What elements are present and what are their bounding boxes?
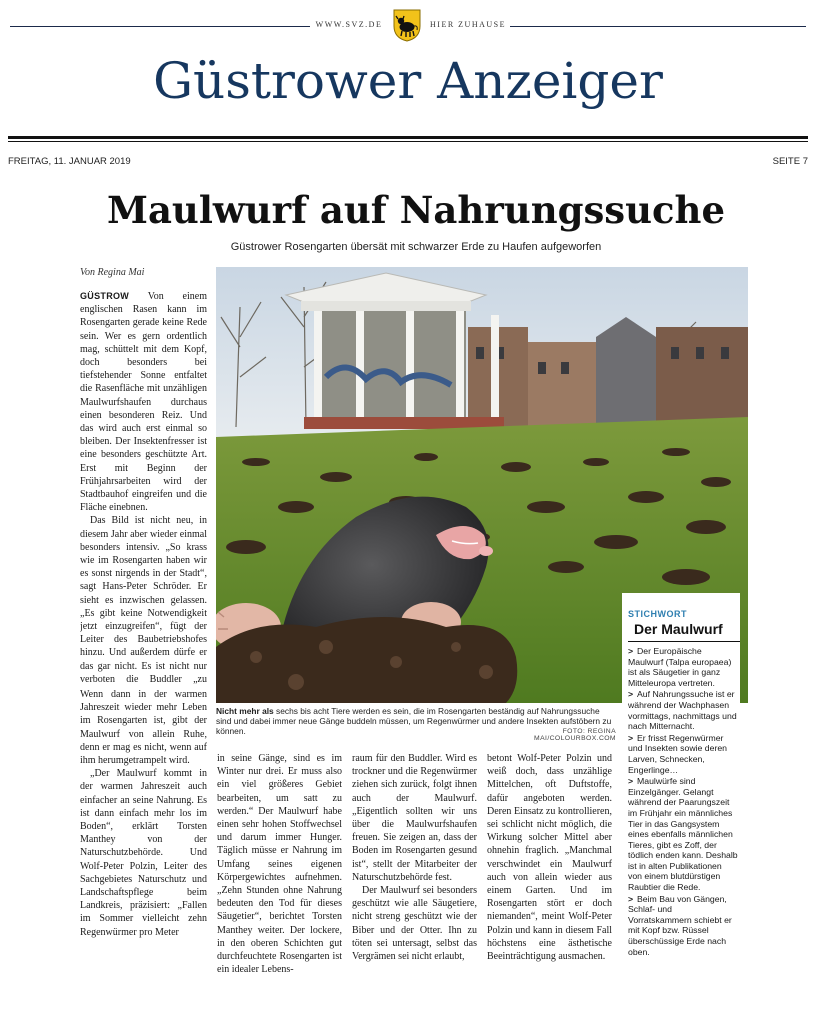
article-paragraph: Wenn dann in der warmen Jahreszeit wieder mehr Leben im Rosengarten ist, gibt der Maulwurf von allein Ruhe, denn er mag es nicht, wenn auf ihm herumgetrampelt wird. (80, 689, 207, 767)
infobox-title: Der Maulwurf (628, 619, 740, 642)
slogan: HIER ZUHAUSE (430, 20, 506, 29)
bullet-arrow-icon: > (628, 776, 634, 787)
article-paragraph: in seine Gänge, sind es im Winter nur drei. Er muss also ein viel größeres Gebiet bearbeiten, um satt zu werden.“ Der Maulwurf habe einen sehr hohen Stoffwechsel und darum immer Hunger. Täglich müsse er Nahrung im Umfang seines eigenen Körpergewichtes aufnehmen. „Zehn Stunden ohne Nahrung bedeuten den Tod für dieses Säugetier“, berichtet Torsten Manthey weiter. Der lockere, in den oberen Schichten gut durchfeuchtete Rosengarten ist ein idealer Lebens- (217, 753, 342, 976)
infobox-label: STICHWORT (628, 609, 687, 619)
article-paragraph: Das Bild ist nicht neu, in diesem Jahr aber wieder einmal besonders intensiv. „So krass wie im Rosengarten haben wir es sonst nirgends in der Stadt“, sagt Hans-Peter Schröder. Er sieht es inzwischen gelassen. „Es gibt keine Notwendigkeit jetzt einzugreifen“, fügt der Leiter des Baubetriebshofes hinzu. Und außerdem dürfe er das gar nicht. Es ist nicht nur verboten die Buddler „zu (80, 515, 207, 685)
bullet-arrow-icon: > (628, 732, 634, 743)
article-paragraph: „Der Maulwurf kommt in der warmen Jahreszeit auch einfacher an seine Nahrung. Es ist dann einfach mehr los im Boden“, erklärt Torsten Manthey von der Naturschutzbehörde. Und Wolf-Peter Polzin, Leiter des Sachgebietes Naturschutz und Landschaftspflege beim Landkreis, präzisiert: „Fallen im Sommer vielleicht zehn Regenwürmer pro Meter (80, 768, 207, 938)
photo-credit: FOTO: REGINA MAI/COLOURBOX.COM (534, 728, 616, 742)
masthead-rule-thin (8, 141, 808, 142)
bullet-arrow-icon: > (628, 646, 634, 656)
article-column-1-continued (80, 688, 207, 978)
article-dateline: GÜSTROW (80, 291, 130, 301)
topline-rule-left (10, 26, 310, 27)
infobox-stichwort (622, 593, 740, 983)
website-url[interactable]: WWW.SVZ.DE (315, 20, 383, 29)
infobox-item: > Auf Nahrungssuche ist er während der Wachphasen vormittags, nachmittags und nach Mitternacht. (628, 689, 737, 732)
article-column-2 (217, 752, 342, 978)
article-headline: Maulwurf auf Nahrungssuche (107, 188, 725, 232)
article-column-3 (352, 752, 477, 978)
bullet-arrow-icon: > (628, 689, 634, 700)
page-number: SEITE 7 (772, 156, 808, 167)
article-column-4 (487, 752, 612, 978)
article-paragraph: GÜSTROW Von einem englischen Rasen kann im Rosengarten gerade keine Rede sein. Wer es gern ordentlich mag, schüttelt mit dem Kopf, doch besonders bei tiefstehender Sonne entfaltet die Rasenfläche mit unzähligen Maulwurfshaufen durchaus einen besonderen Reiz. Und das wird auch erst einmal so bleiben. Der Insektenfresser ist eine besonders geschützte Art. Erst mit Beginn der Frühjahrsarbeiten wird der Stadtbauhof eingreifen und die Fläche einebnen. (80, 291, 207, 514)
article-subheadline: Güstrower Rosengarten übersät mit schwarzer Erde zu Haufen aufgeworfen (230, 241, 602, 253)
infobox-item: > Maulwürfe sind Einzelgänger. Gelangt während der Paarungszeit im Frühjahr ein männliches Tier in das Gangsystem eines ebenfalls männlichen Tieres, gibt es Zoff, der tödlich enden kann. Deshalb ist in alten Publikationen von einem blutdürstigen Raubtier die Rede. (628, 776, 738, 893)
article-column-1 (80, 290, 207, 685)
article-paragraph: betont Wolf-Peter Polzin und weiß doch, dass unzählige Mittelchen, oft Duftstoffe, dafür angeboten werden. Deren Einsatz zu kontrollieren, sei schlicht nicht möglich, die Wirkung solcher Mittel aber ohnehin fraglich. „Manchmal verschwindet ein Maulwurf auch von allein wieder aus einem Garten. Und im Rosengarten stört er doch niemanden“, meint Wolf-Peter Polzin und kann in diesem Fall höchstens eine ästhetische Beeinträchtigung ausmachen. (487, 753, 612, 963)
infobox-list (622, 646, 740, 957)
bull-crest-icon (392, 8, 422, 42)
infobox-item: > Beim Bau von Gängen, Schlaf- und Vorratskammern schiebt er mit Kopf bzw. Rüssel überschüssige Erde nach oben. (628, 893, 732, 957)
issue-date: FREITAG, 11. JANUAR 2019 (8, 156, 131, 167)
caption-lead: Nicht mehr als (216, 706, 274, 716)
topline-rule-right (510, 26, 806, 27)
caption-text: sechs bis acht Tiere werden es sein, die im Rosengarten beständig auf Nahrungssuche sind und dabei immer neue Gänge buddeln müssen, um Regenwürmer und andere Insekten aufstöbern zu können. (216, 706, 612, 737)
masthead-rule-thick (8, 136, 808, 139)
bullet-arrow-icon: > (628, 893, 634, 904)
article-paragraph: raum für den Buddler. Wird es trockner und die Regenwürmer ziehen sich zurück, folgt ihnen auch der Maulwurf. „Eigentlich sollten wir uns über die Maulwurfshaufen freuen. Sie zeigen an, dass der Boden im Rosengarten gesund ist“, stellt der Mitarbeiter der Naturschutzbehörde fest. (352, 753, 477, 883)
infobox-item: > Er frisst Regenwürmer und Insekten sowie deren Larven, Schnecken, Engerlinge… (628, 732, 728, 775)
newspaper-title: Güstrower Anzeiger (153, 52, 663, 110)
article-paragraph: Der Maulwurf sei besonders geschützt wie alle Säugetiere, nicht streng geschützt wie der Biber und der Otter. Ihn zu töten sei untersagt, selbst das Vergrämen sei nicht erlaubt, (352, 885, 477, 963)
masthead-topline (0, 0, 816, 48)
infobox-item: > Der Europäische Maulwurf (Talpa europaea) ist als Säugetier in ganz Mitteleuropa vertreten. (628, 646, 732, 688)
article-byline: Von Regina Mai (80, 267, 145, 278)
